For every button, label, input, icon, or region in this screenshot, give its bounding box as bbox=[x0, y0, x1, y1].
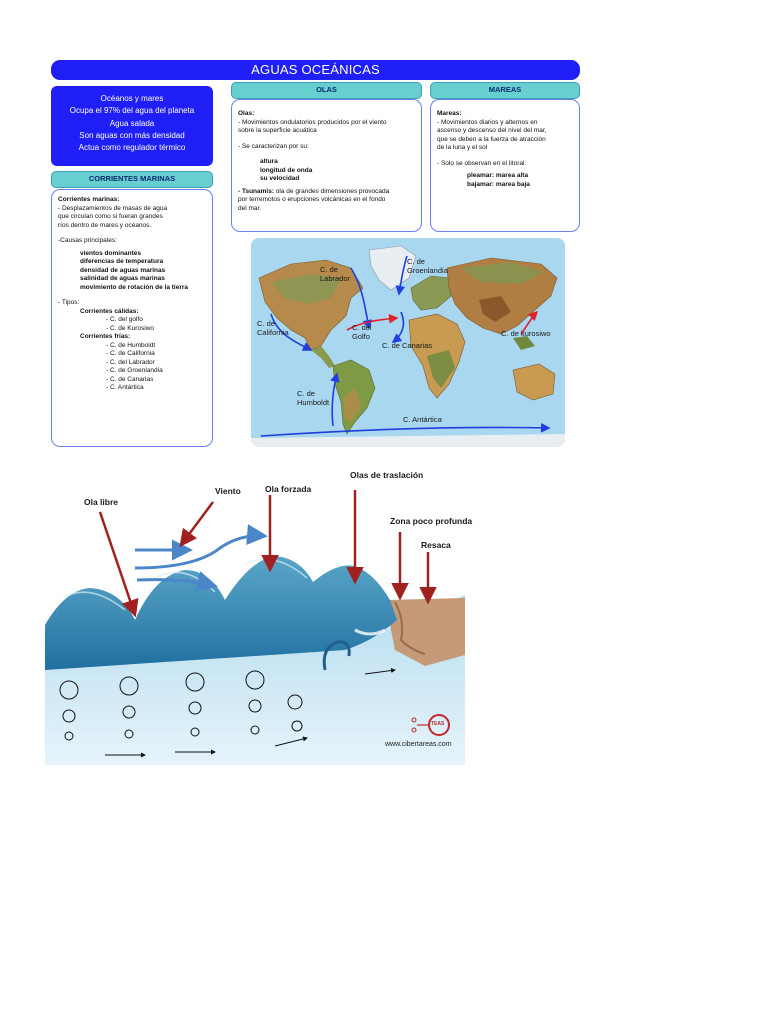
label-canarias: C. de Canarias bbox=[382, 341, 433, 350]
olas-feature: su velocidad bbox=[260, 175, 300, 182]
label-golfo: C. del Golfo bbox=[352, 323, 372, 341]
label-california: C. de California bbox=[257, 319, 289, 337]
label-antartica: C. Antártica bbox=[403, 415, 442, 424]
page-title: AGUAS OCEÁNICAS bbox=[51, 60, 580, 80]
corrientes-header: CORRIENTES MARINAS bbox=[51, 171, 213, 188]
tsunami-label: - Tsunamis: bbox=[238, 187, 274, 195]
label-zona-poco-profunda: Zona poco profunda bbox=[390, 516, 473, 526]
marea-type: bajamar: marea baja bbox=[467, 180, 530, 188]
corrientes-definition: ríos dentro de mares y océanos. bbox=[58, 221, 152, 229]
label-groenlandia: C. de Groenlandia bbox=[407, 257, 448, 275]
warm-label: Corrientes cálidas: bbox=[80, 307, 139, 315]
mareas-definition: de la luna y el sol bbox=[437, 144, 488, 151]
label-ola-libre: Ola libre bbox=[84, 497, 119, 507]
label-olas-traslacion: Olas de traslación bbox=[350, 470, 424, 480]
cold-item: - C. del Labrador bbox=[106, 358, 155, 366]
label-resaca: Resaca bbox=[421, 540, 451, 550]
mareas-observed: - Solo se observan en el litoral: bbox=[437, 159, 527, 167]
corrientes-definition: que circulan como si fueran grandes bbox=[58, 213, 163, 220]
cause-item: movimiento de rotación de la tierra bbox=[80, 283, 188, 291]
summary-line: Actua como regulador térmico bbox=[78, 143, 186, 153]
olas-feature: altura bbox=[260, 158, 278, 165]
olas-characterized: - Se caracterizan por su: bbox=[238, 142, 309, 150]
summary-box bbox=[51, 86, 213, 166]
cause-item: salinidad de aguas marinas bbox=[80, 275, 165, 282]
marea-type: pleamar: marea alta bbox=[467, 172, 529, 179]
mareas-definition: que se deben a la fuerza de atracción bbox=[437, 135, 546, 143]
cold-item: - C. de Humboldt bbox=[106, 341, 156, 349]
cold-label: Corrientes frías: bbox=[80, 333, 131, 340]
causes-label: -Causas principales: bbox=[58, 237, 117, 244]
cause-item: diferencias de temperatura bbox=[80, 258, 164, 265]
label-kurosiwo: C. de kurosiwo bbox=[501, 329, 551, 338]
summary-line: Son aguas con más densidad bbox=[79, 130, 185, 140]
olas-header: OLAS bbox=[231, 82, 422, 99]
tsunami-text: del mar. bbox=[238, 204, 262, 212]
cold-item: - C. de Groenlandia bbox=[106, 367, 163, 374]
tsunami-text: por terremotos o erupciones volcánicas en el fondo bbox=[238, 196, 386, 203]
mareas-definition: - Movimientos diarios y alternos en bbox=[437, 118, 538, 126]
cold-item: - C. de Canarias bbox=[106, 375, 154, 383]
cold-item: - C. Antártica bbox=[106, 384, 144, 391]
mareas-definition: ascenso y descenso del nivel del mar, bbox=[437, 127, 547, 134]
cause-item: vientos dominantes bbox=[80, 249, 142, 257]
label-labrador: C. de Labrador bbox=[320, 265, 351, 283]
label-ola-forzada: Ola forzada bbox=[265, 484, 312, 494]
corrientes-label: Corrientes marinas: bbox=[58, 196, 120, 203]
summary-line: Ocupa el 97% del agua del planeta bbox=[69, 106, 195, 116]
warm-item: - C. del golfo bbox=[106, 316, 143, 323]
cold-item: - C. de California bbox=[106, 350, 155, 357]
summary-line: Océanos y mares bbox=[100, 94, 164, 103]
cause-item: densidad de aguas marinas bbox=[80, 266, 166, 274]
olas-tsunami bbox=[238, 188, 415, 197]
types-label: - Tipos: bbox=[58, 299, 80, 306]
olas-label: Olas: bbox=[238, 110, 255, 117]
world-currents-map bbox=[251, 238, 565, 447]
wave-svg bbox=[45, 470, 480, 765]
olas-definition: sobre la superficie acuática bbox=[238, 127, 317, 134]
summary-line: Agua salada bbox=[109, 118, 155, 128]
wave-diagram bbox=[45, 470, 480, 765]
website-credit: www.cibertareas.com bbox=[385, 741, 452, 748]
logo-text: TEAS bbox=[431, 721, 445, 727]
mareas-box bbox=[430, 99, 580, 232]
label-humboldt: C. de Humboldt bbox=[297, 389, 330, 407]
olas-feature: longitud de onda bbox=[260, 166, 313, 174]
warm-item: - C. de Kurosiwo bbox=[106, 324, 155, 332]
mareas-header: MAREAS bbox=[430, 82, 580, 99]
corrientes-box bbox=[51, 189, 213, 447]
tsunami-text: ola de grandes dimensiones provocada bbox=[274, 187, 390, 195]
mareas-label: Mareas: bbox=[437, 110, 462, 117]
olas-definition: - Movimientos ondulatorios producidos por el viento bbox=[238, 118, 387, 126]
olas-box bbox=[231, 99, 422, 232]
corrientes-definition: - Desplazamientos de masas de agua bbox=[58, 204, 168, 212]
label-viento: Viento bbox=[215, 486, 241, 496]
